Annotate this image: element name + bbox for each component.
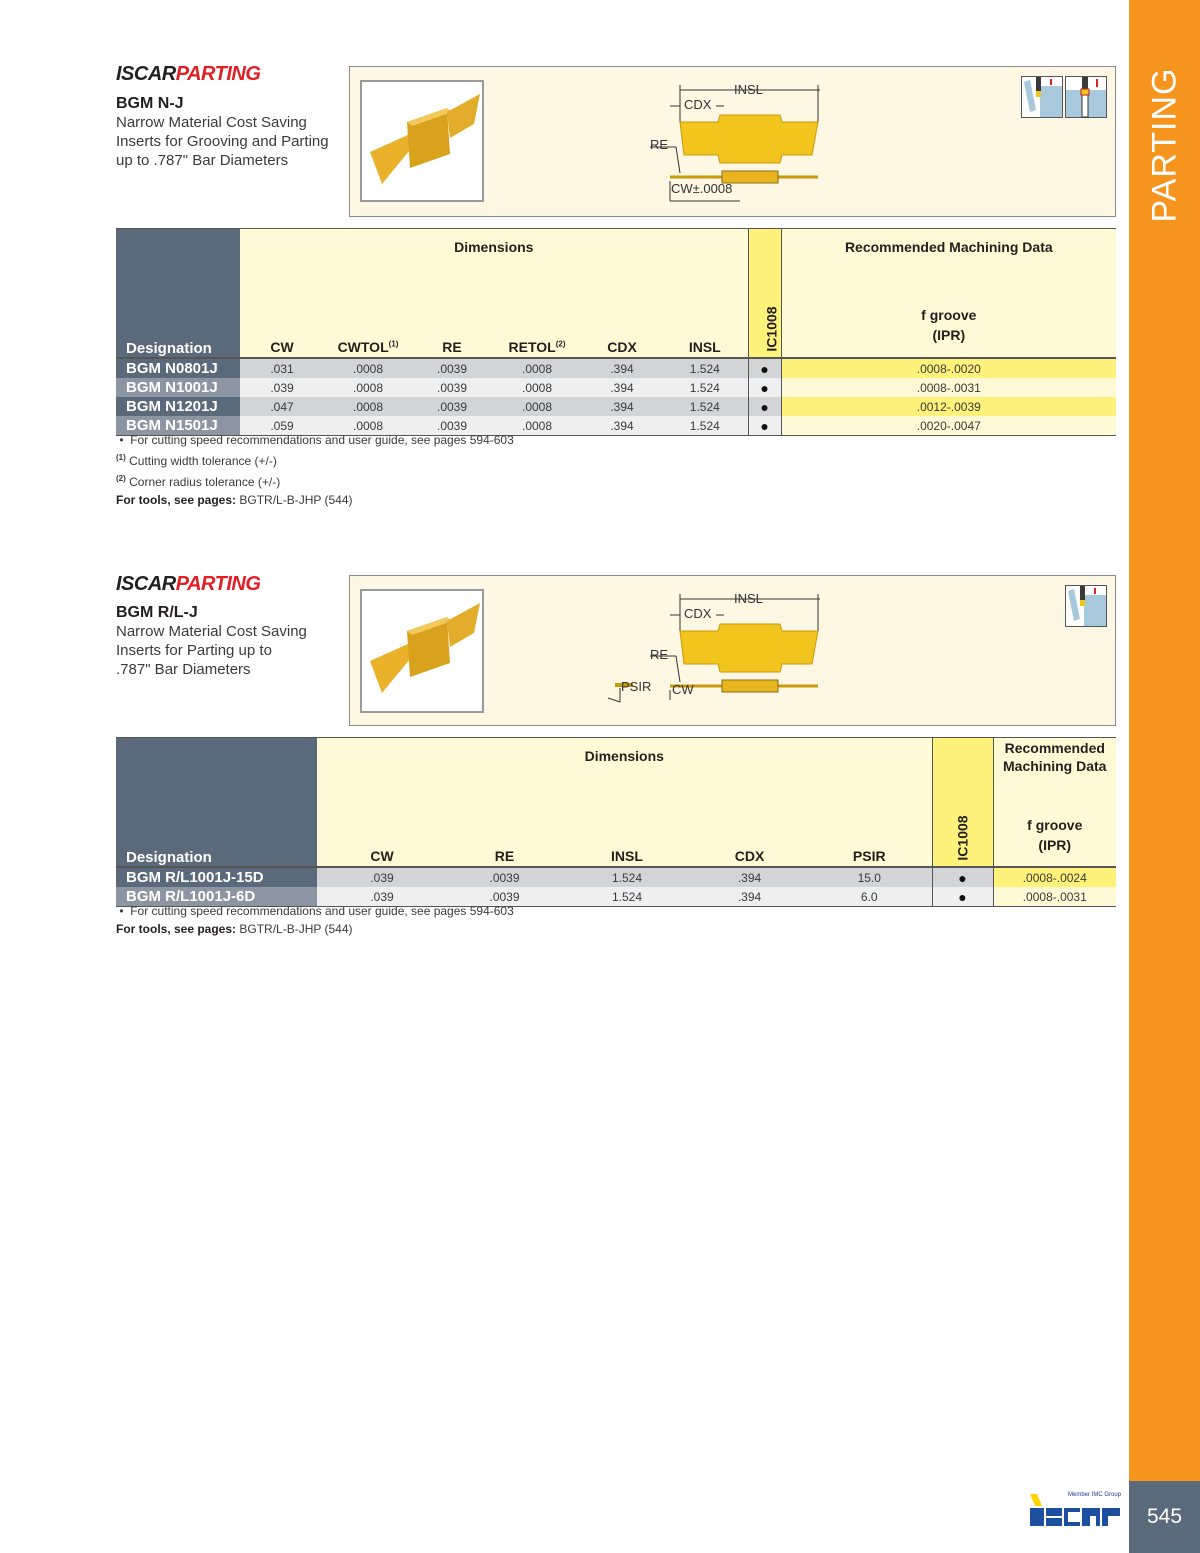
cdx-label: CDX [684,606,712,621]
cw-label: CW [672,682,694,697]
table-row: BGM N1001J .039 .0008 .0039 .0008 .394 1.524 ● .0008-.0031 [116,378,1116,397]
tools-reference: For tools, see pages: BGTR/L-B-JHP (544) [116,493,353,507]
grade-header-ic1008: IC1008 [932,738,993,868]
brand-title: ISCARPARTING [116,63,261,85]
designation-header: Designation [116,229,240,359]
table-row: BGM R/L1001J-6D .039 .0039 1.524 .394 6.0 ● .0008-.0031 [116,887,1116,907]
grooving-icon [1065,76,1107,118]
table-row: BGM N1201J .047 .0008 .0039 .0008 .394 1.524 ● .0012-.0039 [116,397,1116,416]
table-notes [116,902,514,938]
insert-diagram-panel [349,575,1116,726]
col-cw: CW [240,339,324,358]
grade-header-ic1008: IC1008 [748,229,781,359]
re-label: RE [650,647,669,662]
speed-note: • For cutting speed recommendations and user guide, see pages 594-603 [116,433,514,447]
machining-data-header: Recommended Machining Data f groove (IPR) [781,229,1116,359]
table-row: BGM R/L1001J-15D .039 .0039 1.524 .394 15.0 ● .0008-.0024 [116,867,1116,887]
col-insl: INSL [562,848,692,867]
footnote-1: $^{(1)}$ Cutting width tolerance (+/-) [116,453,277,468]
col-cdx: CDX [582,339,662,358]
product-description: Narrow Material Cost Saving Inserts for Grooving and Parting up to .787" Bar Diameters [116,114,329,169]
col-re: RE [447,848,562,867]
insl-label: INSL [734,82,763,97]
cw-label: CW±.0008 [671,181,733,196]
speed-note: • For cutting speed recommendations and user guide, see pages 594-603 [116,904,514,918]
col-retol: RETOL$^{(2)}$ [492,339,582,358]
page-number: 545 [1146,1505,1183,1528]
re-label: RE [650,137,669,152]
col-psir: PSIR [807,848,932,867]
footnote-2: $^{(2)}$ Corner radius tolerance (+/-) [116,474,281,489]
iscar-logo [1028,1492,1123,1532]
insert-photo-icon [362,591,482,709]
table-notes [116,431,514,509]
table-row: BGM N0801J .031 .0008 .0039 .0008 .394 1.524 ● .0008-.0020 [116,358,1116,378]
col-re: RE [412,339,492,358]
dimensions-header: Dimensions [240,229,748,340]
insl-label: INSL [734,591,763,606]
brand-title: ISCARPARTING [116,573,261,595]
cdx-label: CDX [684,97,712,112]
spec-table-bgm-rl-j [116,737,1116,907]
product-title: BGM R/L-J [116,604,198,621]
parting-icon [1021,76,1063,118]
col-cdx: CDX [692,848,807,867]
designation-header: Designation [116,738,317,868]
section-side-title: PARTING [1145,67,1183,223]
parting-icon [1065,585,1107,627]
spec-table-bgm-n-j [116,228,1116,436]
product-title: BGM N-J [116,95,184,112]
dimensions-header: Dimensions [317,738,932,849]
insert-photo [360,589,484,713]
col-cwtol: CWTOL$^{(1)}$ [324,339,412,358]
page-number-box [1129,1481,1200,1553]
insert-diagram-panel [349,66,1116,217]
col-cw: CW [317,848,447,867]
logo-tagline: Member IMC Group [1068,1492,1122,1498]
insert-photo-icon [362,82,482,200]
col-insl: INSL [662,339,748,358]
psir-label: PSIR [621,679,652,694]
iscar-wordmark-icon [1028,1492,1123,1532]
product-description: Narrow Material Cost Saving Inserts for Parting up to .787" Bar Diameters [116,623,307,678]
insert-dimension-drawing [590,586,840,716]
machining-data-header: Recommended Machining Data f groove (IPR) [993,738,1116,868]
tools-reference: For tools, see pages: BGTR/L-B-JHP (544) [116,922,353,936]
table-row: BGM N1501J .059 .0008 .0039 .0008 .394 1.524 ● .0020-.0047 [116,416,1116,436]
insert-photo [360,80,484,202]
